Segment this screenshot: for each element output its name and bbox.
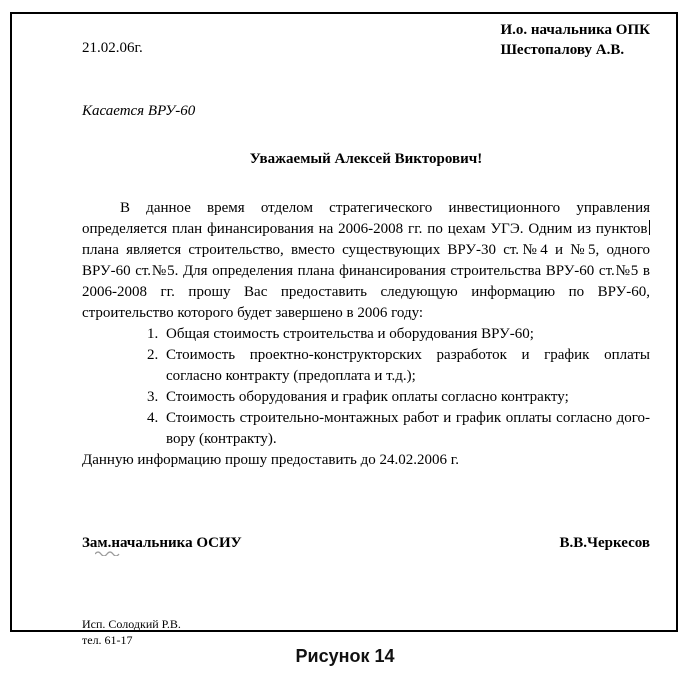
list-item: 4. Стоимость строительно-монтажных работ и график оплаты согласно договору (контракту). <box>162 408 650 450</box>
paragraph-text-before-cursor: В данное время отделом стратегического инвестиционного управления определяется план финансирования на 2006-2008 гг. по цехам УГЭ. Одним из пунктов <box>82 200 650 237</box>
addressee-position: И.о. начальника ОПК <box>500 22 650 38</box>
figure-caption: Рисунок 14 <box>295 646 395 666</box>
list-item: 3. Стоимость оборудования и график оплаты согласно контракту; <box>162 387 650 408</box>
letter-header <box>82 20 650 60</box>
closing-line: Данную информацию прошу предоставить до 24.02.2006 г. <box>82 452 459 468</box>
paragraph-text-after-cursor: плана является строительство, вместо существующих ВРУ-30 ст.№4 и №5, одного ВРУ-60 ст.№5. Для определения плана финансирования строительства ВРУ-60 ст.№5 в 2006-2008 гг. прошу Вас предоставить следующую информацию по ВРУ-60, строительство которого будет завершено в 2006 году: <box>82 242 650 321</box>
letter-salutation: Уважаемый Алексей Викторович! <box>249 151 483 167</box>
executor-phone: тел. 61-17 <box>82 633 133 647</box>
signer-name: В.В.Черкесов <box>559 535 650 551</box>
letter-date: 21.02.06г. <box>82 40 143 56</box>
addressee-block <box>500 20 650 60</box>
addressee-name: Шестопалову А.В. <box>500 42 625 58</box>
spellcheck-squiggle-icon <box>95 551 121 556</box>
request-list <box>82 324 650 450</box>
text-cursor <box>649 220 651 235</box>
letter-body-paragraph <box>82 198 650 324</box>
list-item: 2. Стоимость проектно-конструкторских разработок и график оплаты согласно контракту (предоплата и т.д.); <box>162 345 650 387</box>
letter-subject: Касается ВРУ-60 <box>82 103 196 119</box>
executor-block <box>82 616 650 648</box>
signer-position <box>82 533 242 554</box>
signature-row <box>82 533 650 554</box>
signer-position-label: Зам.начальника ОСИУ <box>82 535 242 551</box>
list-item: 1. Общая стоимость строительства и оборудования ВРУ-60; <box>162 324 650 345</box>
letter-document[interactable] <box>10 12 678 647</box>
executor-name: Исп. Солодкий Р.В. <box>82 617 181 631</box>
